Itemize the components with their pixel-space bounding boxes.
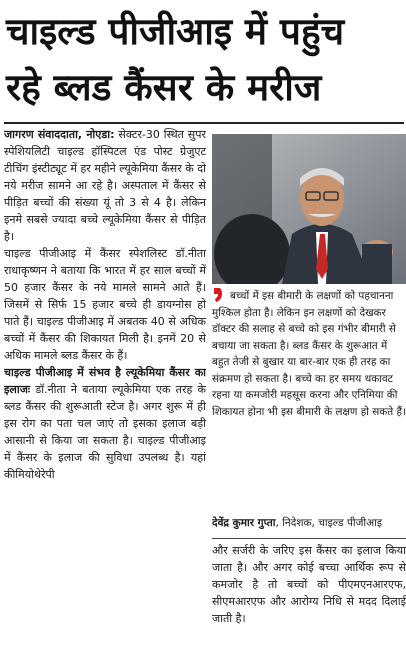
article-right-column: [212, 542, 406, 657]
headline-line-1: चाइल्ड पीजीआइ में पहुंच: [6, 10, 345, 53]
headline-divider: [4, 122, 404, 124]
caption-divider: [212, 538, 406, 539]
portrait-illustration: [212, 134, 406, 284]
article-para-3-text: डॉ.नीता ने बताया ल्यूकेमिया एक तरह के ब्लड कैंसर की शुरूआती स्टेज है। अगर शुरू में ही इस रोग का पता चल जाएं तो इसका इलाज बड़ी आसानी से किया जा सकता है। चाइल्ड पीजीआइ में कैंसर के इलाज की सुविधा उपलब्ध है। यहां कीमियोथेरेपी: [4, 383, 206, 481]
caption-name: देवेंद्र कुमार गुप्ता: [212, 517, 276, 529]
article-left-column: [4, 126, 206, 657]
article-para-1: [4, 126, 206, 245]
caption-separator: ,: [275, 517, 279, 529]
headline: [0, 0, 406, 120]
article-para-3: [4, 364, 206, 483]
article-para-2: चाइल्ड पीजीआइ में कैंसर स्पेशलिस्ट डॉ.नीता राधाकृष्णन ने बताया कि भारत में हर साल बच्चों में 50 हजार कैंसर के नये मामले सामने आते हैं। जिसमें से सिर्फ 15 हजार बच्चे ही डायग्नोस हो पाते हैं। चाइल्ड पीजीआइ में अबतक 40 से अधिक बच्चों में कैंसर की शिकायत मिली है। इनमें 20 से अधिक मामले ब्लड कैंसर के हैं।: [4, 247, 206, 362]
byline: जागरण संवाददाता, नोएडा:: [4, 128, 115, 141]
headline-line-2: रहे ब्लड कैंसर के मरीज: [6, 66, 322, 109]
portrait-photo: [212, 134, 406, 284]
caption-role: निदेशक, चाइल्ड पीजीआइ: [278, 517, 383, 529]
photo-caption: [212, 516, 406, 534]
subhead: चाइल्ड पीजीआइ में संभव है ल्यूकेमिया कैंसर का इलाजः: [4, 366, 206, 396]
pull-quote: [212, 288, 406, 510]
pull-quote-text: बच्चों में इस बीमारी के लक्षणों को पहचानना मुश्किल होता है। लेकिन इन लक्षणों को देखकर डॉक्टर की सलाह से बच्चे को इस गंभीर बीमारी से बचाया जा सकता है। ब्लड कैंसर के शुरूआत में बहुत तेजी से बुखार या बार-बार एक ही तरह का संक्रमण हो सकता है। बच्चे का हर समय थकावट रहना या कमजोरी महसूस करना और एनिमिया की शिकायत होना भी इस बीमारी के लक्षण हो सकते हैं।: [212, 290, 406, 418]
article-para-4: और सर्जरी के जरिए इस कैंसर का इलाज किया जाता है। और अगर कोई बच्चा आर्थिक रूप से कमजोर है तो बच्चों को पीएमएनआरएफ, सीएमआरएफ और आरोग्य निधि से मदद दिलाई जाती है।: [212, 544, 406, 625]
article-para-1-text: सेक्टर-30 स्थित सुपर स्पेशियलिटी चाइल्ड हॉस्पिटल एंड पोस्ट ग्रेजुएट टीचिंग इंस्टीट्यूट में हर महीने ल्यूकेमिया कैंसर के दो नये मरीज सामने आ रहे है। अस्पताल में कैंसर से पीड़ित बच्चों की संख्या यूं तो 3 से 4 है। लेकिन इनमे सबसे ज्यादा बच्चे ल्यूकेमिया कैंसर से पीड़ित है।: [4, 128, 206, 243]
quote-mark-icon: [212, 288, 226, 304]
